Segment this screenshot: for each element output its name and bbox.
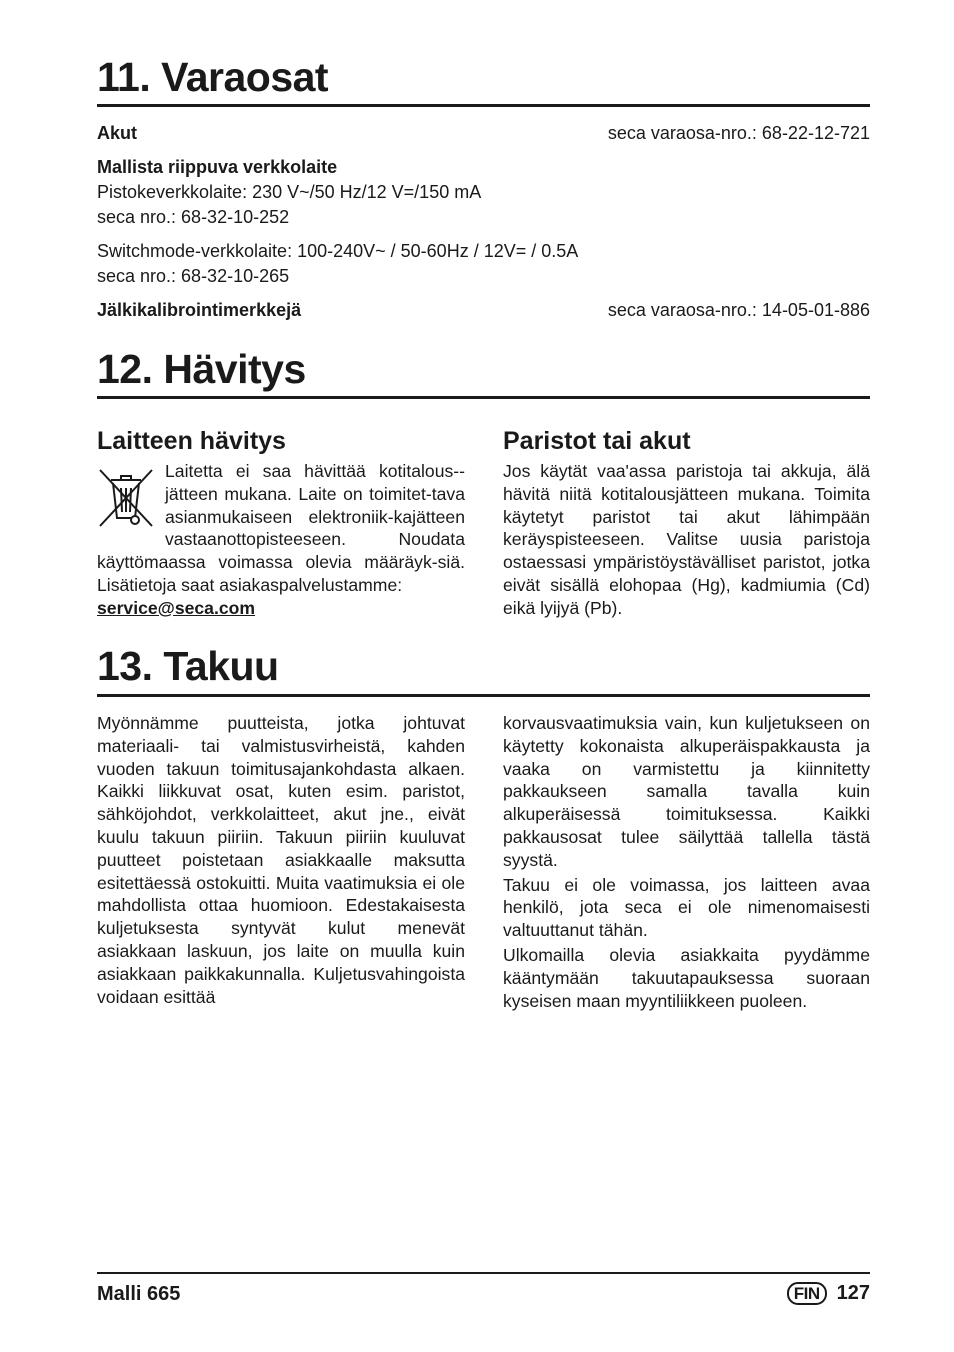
batteries-disposal-text: Jos käytät vaa'assa paristoja tai akkuja, älä hävitä niitä kotitalousjätteen mukana. Toimita käytetyt paristot tai akut lähimpään keräyspisteeseen. Valitse uusia paristoja ostaessasi ympäristöystävälliset paristot, jotka eivät sisällä elohopaa (Hg), kadmiumia (Cd) eikä lyijyä (Pb). <box>503 461 870 618</box>
footer-page-info <box>787 1281 870 1305</box>
section-13-title: 13. Takuu <box>97 643 279 689</box>
device-disposal-heading: Laitteen hävitys <box>97 427 286 455</box>
batteries-disposal-heading: Paristot tai akut <box>503 427 691 455</box>
section-12-title: 12. Hävitys <box>97 346 306 392</box>
switchmode-adapter-number: seca nro.: 68-32-10-265 <box>97 266 290 286</box>
warranty-paragraph-2: Takuu ei ole voimassa, jos laitteen avaa henkilö, jota seca ei ole nimenomaisesti valtuuttanut tähän. <box>503 874 870 941</box>
warranty-left-text: Myönnämme puutteista, jotka johtuvat materiaali- tai valmistusvirheistä, kahden vuoden takuun toimitusajankohdasta alkaen. Kaikki liikkuvat osat, kuten esim. paristot, sähköjohdot, verkkolaitteet, akut jne., eivät kuulu takuun piiriin. Takuun piiriin kuuluvat puutteet poistetaan asiakkaalle maksutta esitettäessä ostokuitti. Muita vaatimuksia ei ole mahdollista ottaa huomioon. Edestakaisesta kuljetuksesta syntyvät kulut menevät asiakkaan laskuun, jos laite on muulla kuin asiakkaan paikkakunnalla. Kuljetusvahingoista voidaan esittää <box>97 713 465 1007</box>
section-12-rule <box>97 396 870 399</box>
warranty-paragraph-1: korvausvaatimuksia vain, kun kuljetukseen on käytetty kokonaista alkuperäispakkausta ja vaaka on varmistettu ja kiinnitetty pakkaukseen samalla tavalla kuin alkuperäisessä toimituksessa. Kaikki pakkausosat tulee säilyttää tallella tästä syystä. <box>503 713 870 870</box>
footer-model: Malli 665 <box>97 1283 181 1305</box>
plug-adapter-spec: Pistokeverkkolaite: 230 V~/50 Hz/12 V=/150 mA <box>97 182 482 202</box>
section-13-rule <box>97 694 870 697</box>
weee-icon <box>97 464 155 532</box>
page-number: 127 <box>836 1282 870 1304</box>
service-email-link[interactable]: service@seca.com <box>97 597 256 618</box>
calibration-part-number: seca varaosa-nro.: 14-05-01-886 <box>607 300 870 320</box>
power-adapter-heading: Mallista riippuva verkkolaite <box>97 157 338 177</box>
plug-adapter-number: seca nro.: 68-32-10-252 <box>97 207 290 227</box>
section-11-rule <box>97 104 870 107</box>
batteries-label: Akut <box>97 123 137 143</box>
warranty-right-column <box>503 712 870 1012</box>
calibration-label: Jälkikalibrointimerkkejä <box>97 300 302 320</box>
device-disposal-body: Laitetta ei saa hävittää kotitalous-jätteen mukana. Laite on toimitet-tava asianmukaiseen elektroniik-kajätteen vastaanottopisteeseen. Noudata käyttömaassa voimassa olevia määräyk-siä. Lisätietoja saat asiakaspalvelustamme: <box>97 461 465 595</box>
device-disposal-text <box>97 460 465 620</box>
spare-part-batteries-row <box>97 121 870 145</box>
footer-rule <box>97 1272 870 1274</box>
language-badge: FIN <box>787 1282 827 1305</box>
spare-part-calibration-row <box>97 298 870 322</box>
warranty-paragraph-3: Ulkomailla olevia asiakkaita pyydämme kääntymään takuutapauksessa suoraan kyseisen maan myyntiliikkeen puoleen. <box>503 944 870 1011</box>
switchmode-adapter-spec: Switchmode-verkkolaite: 100-240V~ / 50-60Hz / 12V= / 0.5A <box>97 241 579 261</box>
batteries-part-number: seca varaosa-nro.: 68-22-12-721 <box>607 123 870 143</box>
section-11-title: 11. Varaosat <box>97 54 329 100</box>
